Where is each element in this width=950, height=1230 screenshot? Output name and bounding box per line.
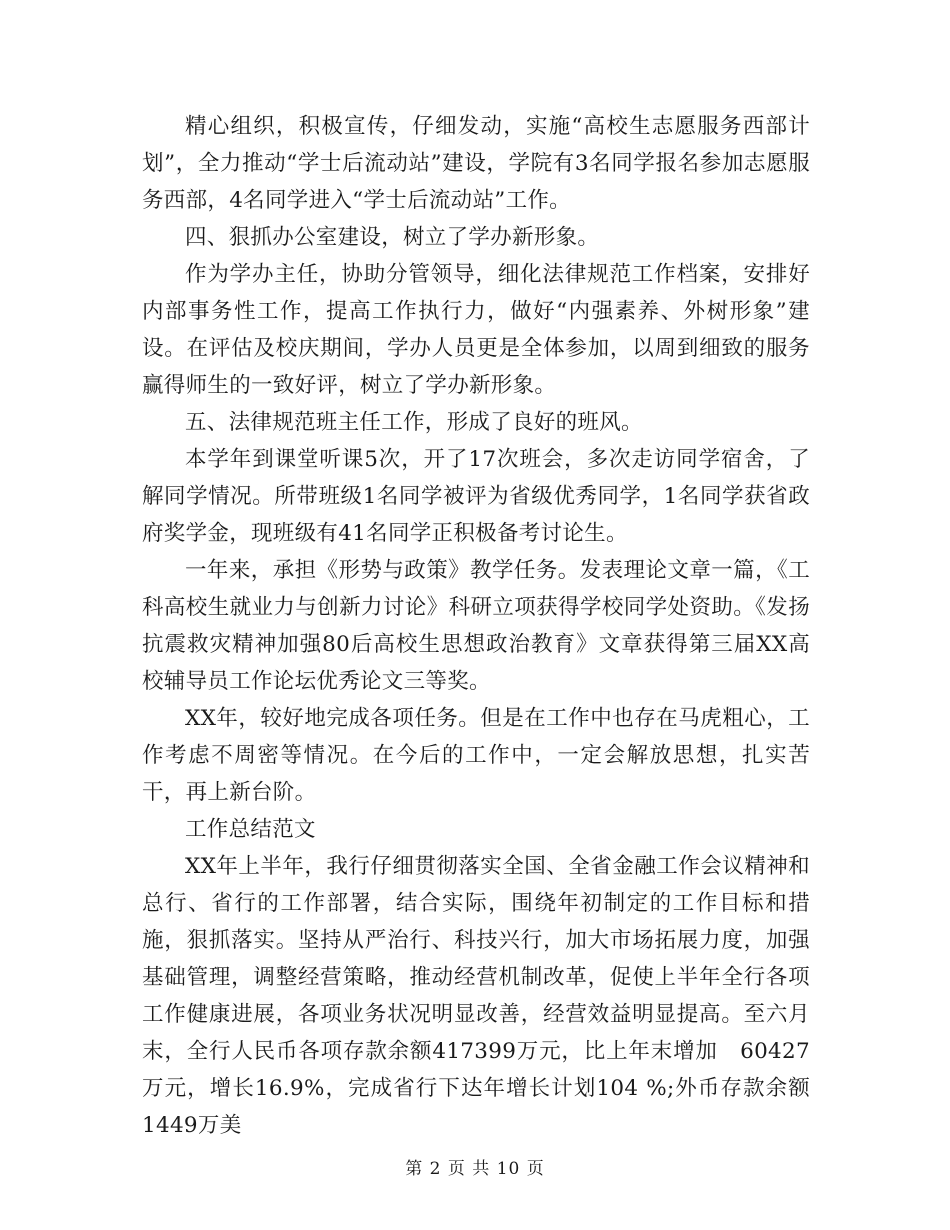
paragraph-office-director: 作为学办主任，协助分管领导，细化法律规范工作档案，安排好内部事务性工作，提高工作执行力，做好“内强素养、外树形象”建设。在评估及校庆期间，学办人员更是全体参加，以周到细致的服务赢得师生的一致好评，树立了学办新形象。 xyxy=(142,262,810,398)
heading-office-building: 四、狠抓办公室建设，树立了学办新形象。 xyxy=(185,225,600,250)
section-title-work-summary: 工作总结范文 xyxy=(185,817,316,842)
paragraph-class-activities: 本学年到课堂听课5次，开了17次班会，多次走访同学宿舍，了解同学情况。所带班级1名同学被评为省级优秀同学，1名同学获省政府奖学金，现班级有41名同学正积极备考讨论生。 xyxy=(142,447,810,546)
paragraph-year-summary: XX年，较好地完成各项任务。但是在工作中也存在马虎粗心，工作考虑不周密等情况。在今后的工作中，一定会解放思想，扎实苦干，再上新台阶。 xyxy=(142,706,810,805)
page-number-footer: 第 2 页 共 10 页 xyxy=(405,1159,545,1179)
paragraph-volunteer-program: 精心组织，积极宣传，仔细发动，实施“高校生志愿服务西部计划”，全力推动“学士后流动站”建设，学院有3名同学报名参加志愿服务西部，4名同学进入“学士后流动站”工作。 xyxy=(142,114,810,213)
paragraph-teaching-research: 一年来，承担《形势与政策》教学任务。发表理论文章一篇，《工科高校生就业力与创新力讨论》科研立项获得学校同学处资助。《发扬抗震救灾精神加强80后高校生思想政治教育》文章获得第三届XX高校辅导员工作论坛优秀论文三等奖。 xyxy=(142,558,810,694)
paragraph-bank-half-year: XX年上半年，我行仔细贯彻落实全国、全省金融工作会议精神和总行、省行的工作部署，结合实际，围绕年初制定的工作目标和措施，狠抓落实。坚持从严治行、科技兴行，加大市场拓展力度，加强基础管理，调整经营策略，推动经营机制改革，促使上半年全行各项工作健康进展，各项业务状况明显改善，经营效益明显提高。至六月末，全行人民币各项存款余额417399万元，比上年末增加 60427万元，增长16.9%，完成省行下达年增长计划104 %;外币存款余额1449万美 xyxy=(142,854,810,1138)
heading-class-teacher-work: 五、法律规范班主任工作，形成了良好的班风。 xyxy=(185,410,643,435)
document-body xyxy=(142,108,810,1144)
